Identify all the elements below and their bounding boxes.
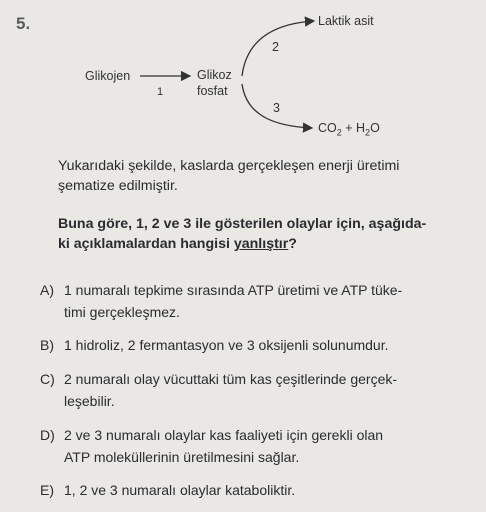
question-emphasis: yanlıştır: [233, 236, 289, 252]
option-d-line-2: ATP moleküllerinin üretilmesini sağlar.: [64, 449, 300, 465]
option-b-letter: B): [40, 337, 54, 353]
metabolism-diagram: [0, 0, 486, 150]
diagram-arrows: [0, 0, 486, 150]
option-e-letter: E): [40, 482, 54, 498]
glikojen-label: Glikojen: [85, 69, 131, 83]
stem-text: [58, 156, 463, 196]
option-e-line-1: 1, 2 ve 3 numaralı olaylar kataboliktir.: [64, 482, 296, 498]
option-c-line-2: leşebilir.: [64, 393, 115, 409]
plus-h-text: + H: [341, 121, 366, 135]
option-d[interactable]: [40, 424, 460, 468]
question-line-2: [58, 234, 463, 254]
step-2-label: 2: [272, 40, 279, 54]
option-c[interactable]: [40, 368, 460, 412]
step-3-label: 3: [273, 101, 280, 115]
laktik-asit-label: Laktik asit: [318, 14, 374, 28]
glikoz-label-line1: Glikoz: [197, 68, 232, 82]
co2-subscript: 2: [336, 127, 342, 138]
option-c-letter: C): [40, 371, 55, 387]
question-text: [58, 214, 463, 254]
option-a[interactable]: [40, 279, 460, 323]
question-line-1: Buna göre, 1, 2 ve 3 ile gösterilen olaylar için, aşağıda-: [58, 216, 427, 232]
option-a-line-2: timi gerçekleşmez.: [64, 304, 180, 320]
h2o-subscript: 2: [365, 127, 371, 138]
option-a-line-1: 1 numaralı tepkime sırasında ATP üretimi ve ATP tüke-: [64, 282, 403, 298]
option-e[interactable]: [40, 479, 460, 501]
question-line-2-a: ki açıklamalardan hangisi: [58, 236, 234, 252]
stem-line-1: Yukarıdaki şekilde, kaslarda gerçekleşen enerji üretimi: [58, 158, 400, 174]
option-d-line-1: 2 ve 3 numaralı olaylar kas faaliyeti için gerekli olan: [64, 427, 384, 443]
step-1-label: 1: [157, 86, 164, 98]
stem-line-2: şematize edilmiştir.: [58, 178, 178, 194]
option-b-line-1: 1 hidroliz, 2 fermantasyon ve 3 oksijenli solunumdur.: [64, 337, 389, 353]
co2-h2o-label: [318, 121, 380, 141]
option-d-letter: D): [40, 427, 55, 443]
h2o-end-text: O: [370, 121, 380, 135]
question-line-2-b: ?: [288, 236, 297, 252]
co2-text: CO: [318, 121, 337, 135]
option-b[interactable]: [40, 334, 460, 356]
option-a-letter: A): [40, 282, 54, 298]
glikoz-label-line2: fosfat: [197, 84, 228, 98]
option-c-line-1: 2 numaralı olay vücuttaki tüm kas çeşitlerinde gerçek-: [64, 371, 398, 387]
question-number: 5.: [16, 14, 31, 33]
